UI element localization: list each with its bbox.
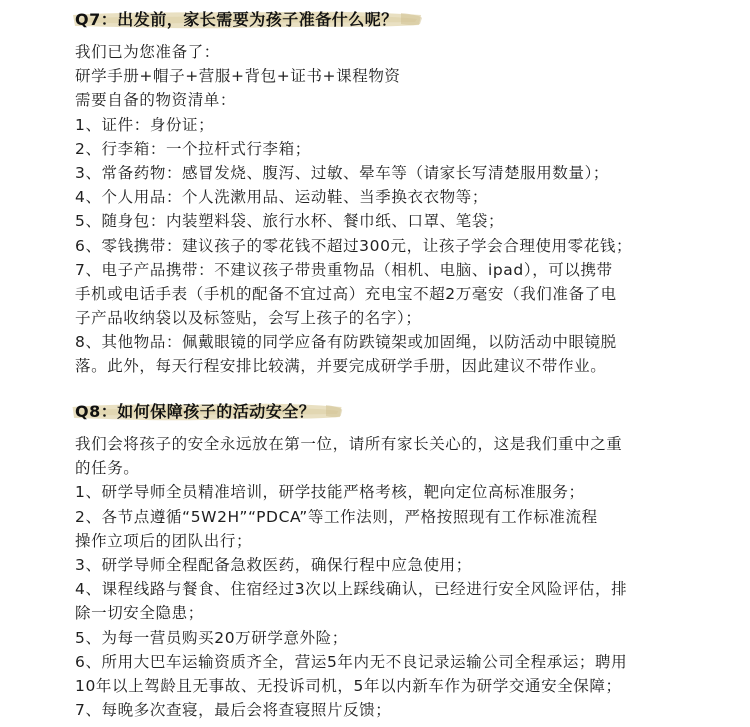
body-line: 子产品收纳袋以及标签贴，会写上孩子的名字）； [75,309,422,328]
body-line: 落。此外，每天行程安排比较满，并要完成研学手册，因此建议不带作业。 [75,357,607,376]
body-line: 5、为每一营员购买20万研学意外险； [75,628,348,647]
body-line: 10年以上驾龄且无事故、无投诉司机，5年以内新车作为研学交通安全保障； [75,676,622,695]
body-line: 的任务。 [75,459,140,478]
body-line: 3、常备药物：感冒发烧、腹泻、过敏、晕车等（请家长写清楚服用数量）； [75,163,610,182]
body-line: 4、个人用品：个人洗漱用品、运动鞋、当季换衣衣物等； [75,188,488,207]
body-line: 8、其他物品：佩戴眼镜的同学应备有防跌镜架或加固绳，以防活动中眼镜脱 [75,333,617,352]
section-title: Q8：如何保障孩子的活动安全？ [75,402,316,421]
body-line: 需要自备的物资清单： [75,91,237,110]
body-line: 除一切安全隐患； [75,604,204,623]
body-line: 我们已为您准备了： [75,43,220,61]
section-title: Q7：出发前，家长需要为孩子准备什么呢？ [75,10,398,29]
body-line: 7、电子产品携带：不建议孩子带贵重物品（相机、电脑、ipad），可以携带 [75,260,613,279]
section-body [75,40,685,379]
body-line: 我们会将孩子的安全永远放在第一位，请所有家长关心的，这是我们重中之重 [75,435,623,453]
body-line: 6、零钱携带：建议孩子的零花钱不超过300元，让孩子学会合理使用零花钱； [75,236,633,255]
body-line: 研学手册+帽子+营服+背包+证书+课程物资 [75,67,401,86]
body-line: 操作立项后的团队出行； [75,531,253,550]
body-line: 5、随身包：内装塑料袋、旅行水杯、餐巾纸、口罩、笔袋； [75,212,505,231]
body-line: 7、每晚多次查寝，最后会将查寝照片反馈； [75,701,392,720]
section-heading [75,392,675,432]
body-line: 6、所用大巴车运输资质齐全，营运5年内无不良记录运输公司全程承运；聘用 [75,652,628,671]
body-line: 手机或电话手表（手机的配备不宜过高）充电宝不超2万毫安（我们准备了电 [75,284,617,303]
body-line: 4、课程线路与餐食、住宿经过3次以上踩线确认，已经进行安全风险评估，排 [75,580,628,599]
section-body [75,432,685,722]
body-line: 3、研学导师全程配备急救医药，确保行程中应急使用； [75,555,472,574]
section-q8 [0,392,750,722]
body-line: 2、各节点遵循“5W2H”“PDCA”等工作法则，严格按照现有工作标准流程 [75,507,598,526]
body-line: 1、证件：身份证； [75,115,215,134]
section-heading [75,0,675,40]
body-line: 1、研学导师全员精准培训，研学技能严格考核，靶向定位高标准服务； [75,483,585,502]
body-line: 2、行李箱：一个拉杆式行李箱； [75,139,311,158]
